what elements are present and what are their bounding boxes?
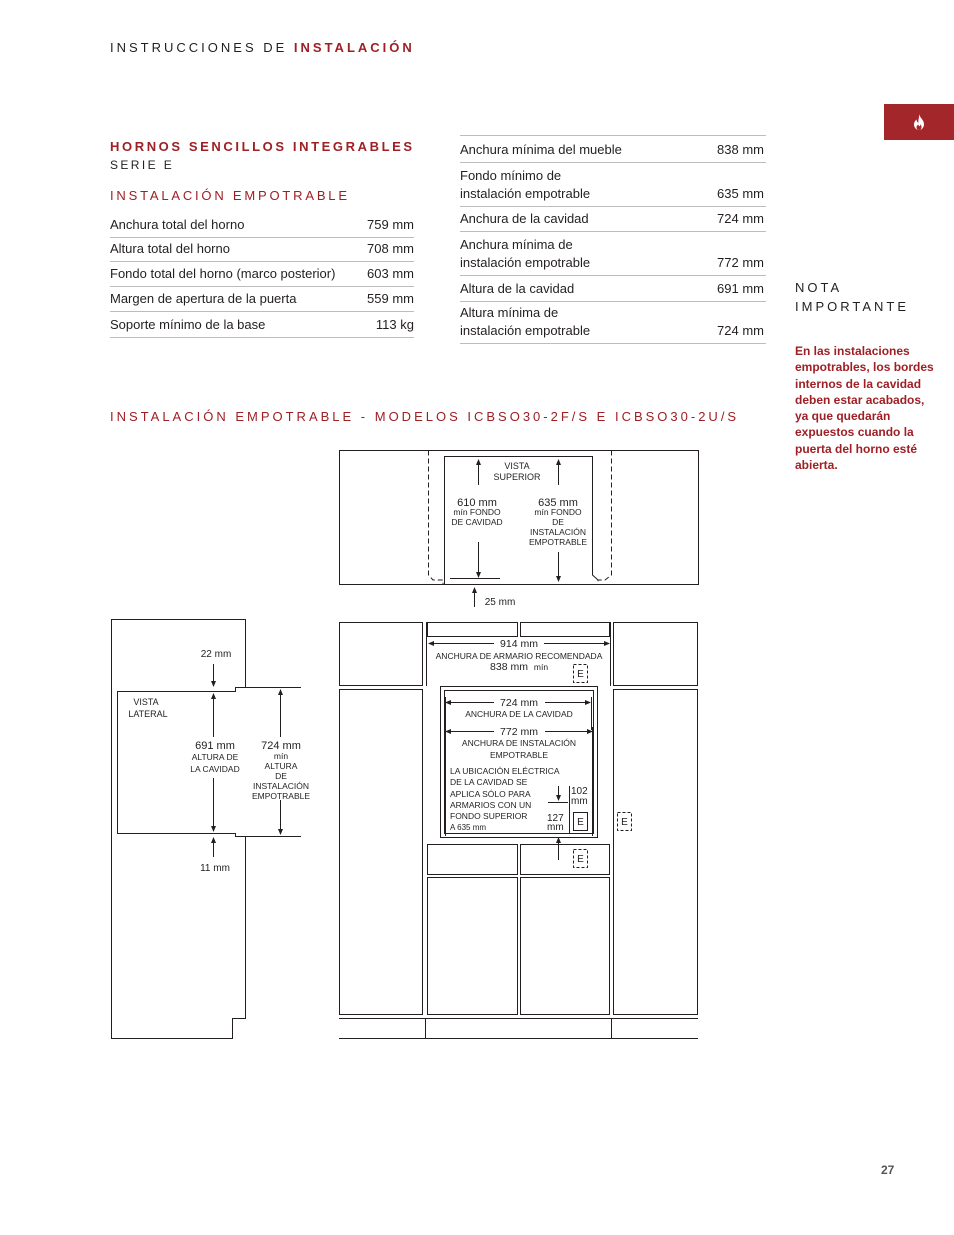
height-724-value: 724 mm bbox=[261, 740, 301, 752]
spec-value: 724 mm bbox=[717, 323, 764, 338]
spec-value: 635 mm bbox=[717, 186, 764, 201]
offset-102-unit: mm bbox=[571, 796, 588, 807]
electric-marker-cavity-label: E bbox=[577, 817, 584, 828]
spec-value: 759 mm bbox=[367, 217, 414, 232]
width-838-suffix: mín bbox=[533, 662, 549, 672]
spec-label: Fondo mínimo de instalación empotrable bbox=[460, 168, 591, 201]
depth-635-label-4: EMPOTRABLE bbox=[528, 537, 588, 547]
side-view bbox=[112, 620, 302, 1039]
top-view-label-2: SUPERIOR bbox=[493, 472, 541, 482]
spec-label: Altura total del horno bbox=[110, 241, 230, 256]
spec-value: 838 mm bbox=[717, 142, 764, 157]
electric-marker-drawer-label: E bbox=[577, 854, 584, 865]
cabinet-top-left bbox=[428, 623, 518, 637]
spec-label: Anchura total del horno bbox=[110, 217, 245, 232]
top-view-left-dash bbox=[429, 451, 444, 585]
spec-value: 772 mm bbox=[717, 255, 764, 270]
spec-label: Soporte mínimo de la base bbox=[110, 317, 266, 332]
spec-label: Anchura mínima del mueble bbox=[460, 142, 622, 157]
offset-127-value: 127 bbox=[547, 813, 564, 824]
electric-note-line-2: DE LA CAVIDAD SE bbox=[450, 777, 528, 787]
top-view-label-1: VISTA bbox=[504, 461, 530, 471]
electric-note-line-6: A 635 mm bbox=[450, 823, 487, 832]
height-691-value: 691 mm bbox=[195, 740, 235, 752]
spec-label: Anchura de la cavidad bbox=[460, 211, 589, 226]
note-text: En las instalaciones empotrables, los bordes internos de la cavidad deben estar acabados, ya que quedarán expuestos cuando la puerta del horno esté abierta. bbox=[795, 344, 934, 473]
door-right bbox=[521, 878, 610, 1015]
note-title: NOTA IMPORTANTE bbox=[795, 280, 910, 314]
height-724-label-4: INSTALACIÓN bbox=[252, 781, 310, 791]
section-title: HORNOS SENCILLOS INTEGRABLES bbox=[110, 139, 415, 154]
depth-610-label-1: mín FONDO bbox=[453, 507, 501, 517]
depth-610-label-2: DE CAVIDAD bbox=[451, 517, 503, 527]
top-view-right-dash bbox=[598, 451, 612, 585]
height-691-label-2: LA CAVIDAD bbox=[190, 764, 240, 774]
section-subtitle: SERIE E bbox=[110, 158, 175, 172]
depth-635-value: 635 mm bbox=[538, 497, 578, 509]
cabinet-lower-right bbox=[614, 690, 698, 1015]
height-724-label-5: EMPOTRABLE bbox=[251, 791, 311, 801]
depth-635-label-3: INSTALACIÓN bbox=[529, 527, 587, 537]
height-724-label-1: mín bbox=[273, 751, 289, 761]
width-838-value: 838 mm bbox=[490, 661, 528, 673]
header-emphasis: INSTALACIÓN bbox=[293, 40, 415, 55]
width-724-value: 724 mm bbox=[500, 697, 538, 709]
spec-value: 603 mm bbox=[367, 266, 414, 281]
spec-value: 708 mm bbox=[367, 241, 414, 256]
electric-note-line-5: FONDO SUPERIOR bbox=[450, 811, 528, 821]
spec-value: 691 mm bbox=[717, 281, 764, 296]
drawer-right bbox=[521, 845, 610, 875]
cabinet-upper-right bbox=[614, 623, 698, 686]
spec-value: 113 kg bbox=[375, 317, 414, 332]
header-prefix: INSTRUCCIONES DE bbox=[110, 40, 294, 55]
side-view-label-1: VISTA bbox=[133, 697, 159, 707]
side-view-outline bbox=[112, 620, 246, 1039]
electric-note-line-4: ARMARIOS CON UN bbox=[450, 800, 532, 810]
subsection-title: INSTALACIÓN EMPOTRABLE bbox=[110, 188, 350, 203]
gap-11-value: 11 mm bbox=[200, 863, 230, 874]
electric-note-line-1: LA UBICACIÓN ELÉCTRICA bbox=[450, 766, 560, 776]
spec-label: Anchura mínima de instalación empotrable bbox=[460, 237, 591, 270]
drawer-left bbox=[428, 845, 518, 875]
depth-635-label-1: mín FONDO bbox=[534, 507, 582, 517]
spec-label: Altura mínima de instalación empotrable bbox=[460, 305, 591, 338]
electric-note-line-3: APLICA SÓLO PARA bbox=[450, 789, 531, 799]
height-691-label-1: ALTURA DE bbox=[191, 752, 239, 762]
depth-610-value: 610 mm bbox=[457, 497, 497, 509]
depth-635-label-2: DE bbox=[552, 517, 564, 527]
electric-marker-right-label: E bbox=[621, 817, 628, 828]
front-view bbox=[339, 622, 698, 1039]
spec-value: 559 mm bbox=[367, 291, 414, 306]
spec-label: Altura de la cavidad bbox=[460, 281, 575, 296]
width-772-label-2: EMPOTRABLE bbox=[489, 750, 549, 760]
width-772-value: 772 mm bbox=[500, 726, 538, 738]
width-772-label-1: ANCHURA DE INSTALACIÓN bbox=[461, 738, 577, 748]
height-724-label-2: ALTURA bbox=[264, 761, 298, 771]
figure-title: INSTALACIÓN EMPOTRABLE - MODELOS ICBSO30-2F/S E ICBSO30-2U/S bbox=[110, 409, 740, 424]
width-914-label: ANCHURA DE ARMARIO RECOMENDADA bbox=[435, 651, 603, 661]
cabinet-lower-left bbox=[340, 690, 423, 1015]
side-view-label-2: LATERAL bbox=[128, 709, 168, 719]
spec-label: Fondo total del horno (marco posterior) bbox=[110, 266, 336, 281]
width-914-value: 914 mm bbox=[500, 638, 538, 650]
height-724-label-3: DE bbox=[275, 771, 287, 781]
gap-25-value: 25 mm bbox=[484, 597, 516, 608]
offset-127-unit: mm bbox=[547, 822, 564, 833]
spec-value: 724 mm bbox=[717, 211, 764, 226]
offset-102-value: 102 bbox=[571, 786, 588, 797]
page-number: 27 bbox=[881, 1163, 895, 1177]
cabinet-top-right bbox=[521, 623, 610, 637]
electric-marker-top-label: E bbox=[577, 669, 584, 680]
spec-label: Margen de apertura de la puerta bbox=[110, 291, 297, 306]
door-left bbox=[428, 878, 518, 1015]
width-724-label: ANCHURA DE LA CAVIDAD bbox=[465, 709, 573, 719]
gap-22-value: 22 mm bbox=[200, 649, 232, 660]
cabinet-upper-left bbox=[340, 623, 423, 686]
